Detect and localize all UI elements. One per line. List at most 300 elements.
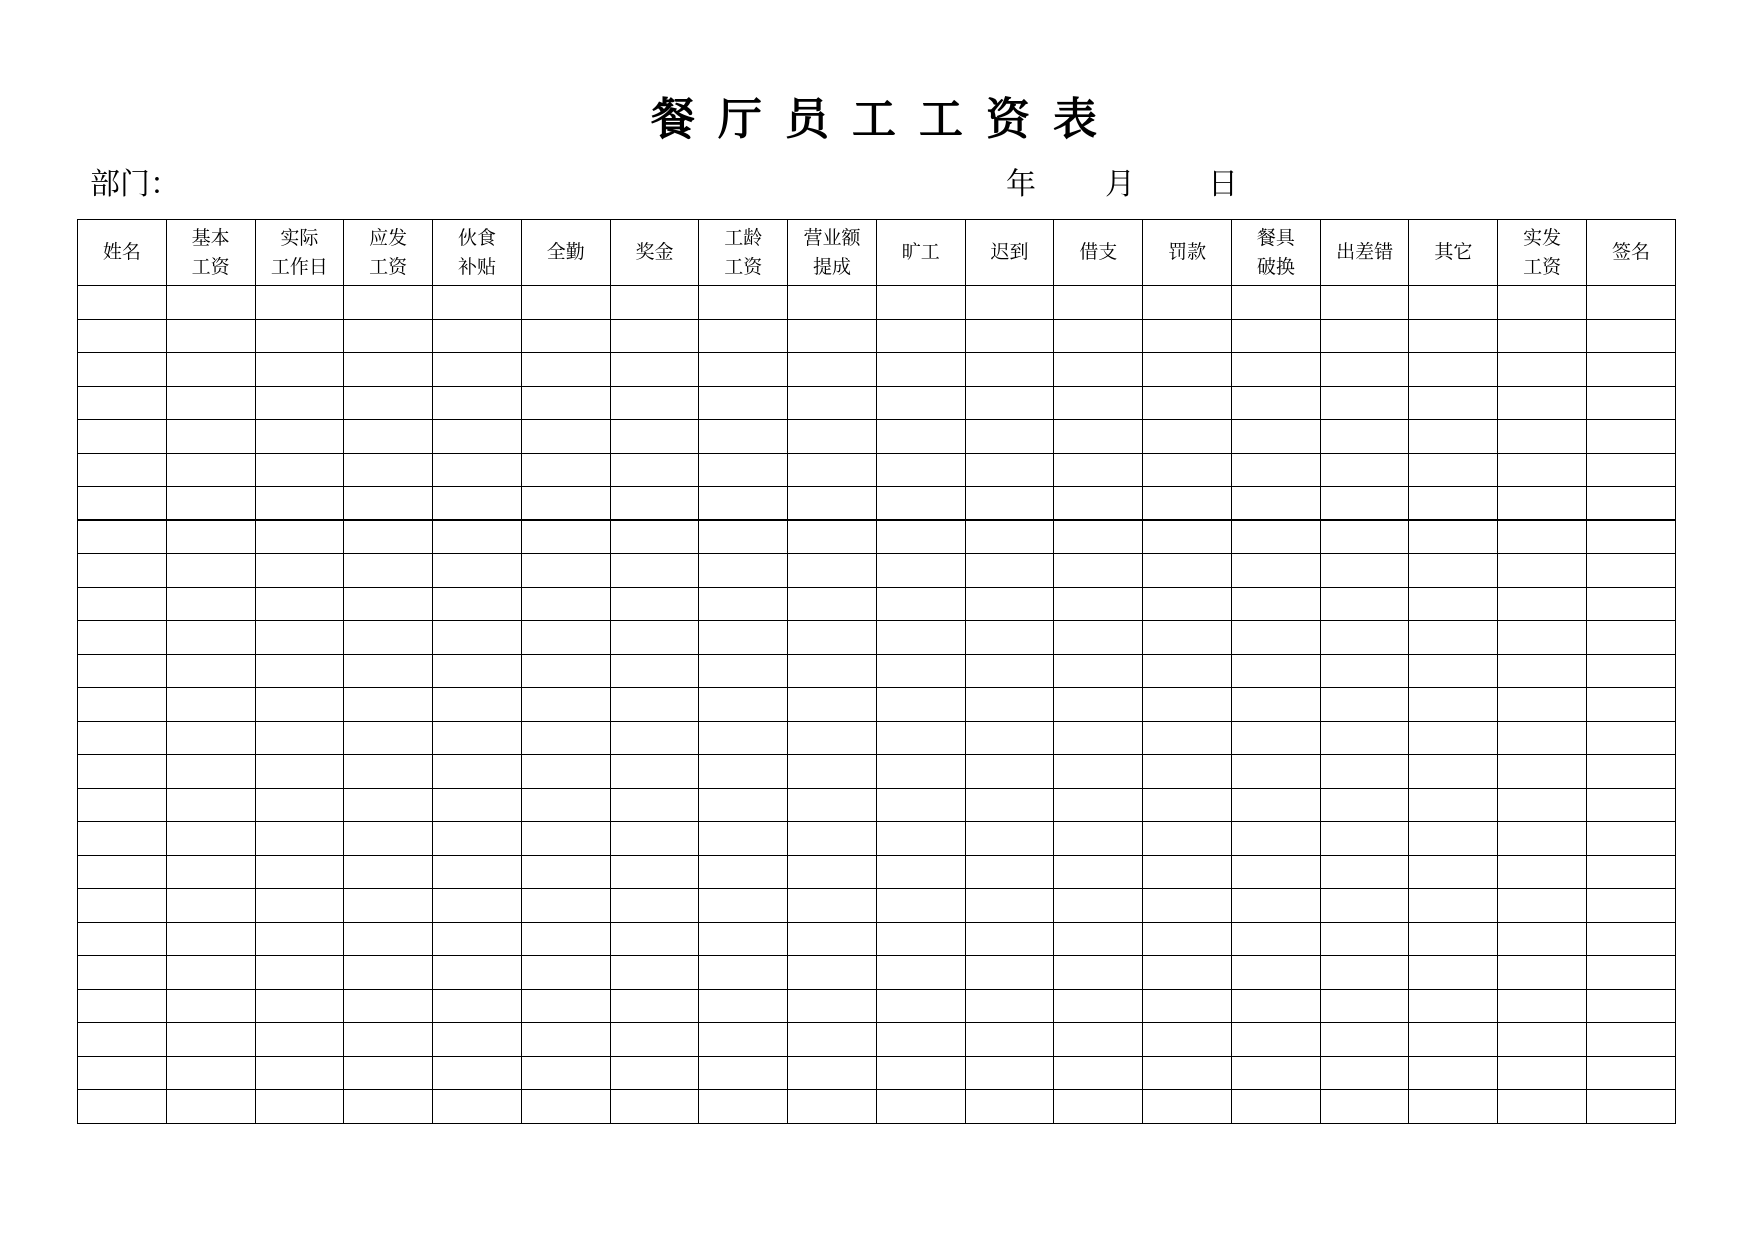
table-cell [344, 319, 433, 353]
table-cell [876, 319, 965, 353]
table-cell [1143, 520, 1232, 554]
table-cell [1409, 654, 1498, 688]
table-cell [699, 520, 788, 554]
table-row [78, 654, 1676, 688]
table-cell [1320, 989, 1409, 1023]
table-cell [1320, 621, 1409, 655]
column-header-16 [1409, 220, 1498, 286]
table-cell [1409, 922, 1498, 956]
table-cell [1143, 822, 1232, 856]
column-header-4 [344, 220, 433, 286]
table-cell [1587, 1023, 1676, 1057]
table-cell [610, 989, 699, 1023]
table-cell [166, 453, 255, 487]
table-cell [1143, 788, 1232, 822]
table-cell [344, 353, 433, 387]
table-cell [1054, 621, 1143, 655]
column-header-7 [610, 220, 699, 286]
page-title: 餐 厅 员 工 工 资 表 [651, 95, 1103, 144]
table-cell [965, 453, 1054, 487]
table-cell [788, 520, 877, 554]
column-header-line: 奖金 [635, 242, 674, 263]
table-cell [344, 487, 433, 521]
table-cell [1587, 554, 1676, 588]
table-cell [965, 855, 1054, 889]
table-cell [1143, 889, 1232, 923]
table-cell [344, 956, 433, 990]
table-cell [166, 353, 255, 387]
table-cell [1231, 855, 1320, 889]
table-cell [433, 1023, 522, 1057]
table-cell [255, 554, 344, 588]
table-row [78, 755, 1676, 789]
table-cell [1587, 688, 1676, 722]
table-cell [610, 420, 699, 454]
table-cell [965, 1090, 1054, 1124]
table-cell [255, 1090, 344, 1124]
table-cell [433, 487, 522, 521]
salary-table [77, 219, 1676, 1124]
table-cell [521, 587, 610, 621]
column-header-line: 其它 [1434, 242, 1473, 263]
table-cell [1054, 654, 1143, 688]
table-cell [965, 822, 1054, 856]
table-cell [1498, 822, 1587, 856]
table-cell [610, 956, 699, 990]
table-cell [788, 621, 877, 655]
table-cell [1231, 420, 1320, 454]
table-row [78, 286, 1676, 320]
table-cell [1143, 587, 1232, 621]
table-cell [1231, 487, 1320, 521]
column-header-line: 提成 [813, 256, 852, 278]
table-cell [788, 487, 877, 521]
table-cell [965, 989, 1054, 1023]
table-cell [1409, 420, 1498, 454]
table-header [78, 220, 1676, 286]
table-cell [788, 855, 877, 889]
table-cell [1054, 286, 1143, 320]
table-cell [166, 1090, 255, 1124]
table-row [78, 386, 1676, 420]
table-row [78, 420, 1676, 454]
table-cell [433, 755, 522, 789]
table-cell [610, 286, 699, 320]
column-header-3 [255, 220, 344, 286]
table-cell [1587, 286, 1676, 320]
table-cell [78, 688, 167, 722]
table-cell [876, 487, 965, 521]
table-cell [699, 587, 788, 621]
table-cell [788, 654, 877, 688]
table-cell [166, 688, 255, 722]
table-cell [610, 822, 699, 856]
table-cell [699, 386, 788, 420]
table-cell [1054, 1056, 1143, 1090]
table-cell [1054, 855, 1143, 889]
table-cell [166, 286, 255, 320]
table-cell [433, 822, 522, 856]
table-cell [610, 319, 699, 353]
table-cell [1231, 386, 1320, 420]
table-cell [521, 956, 610, 990]
table-cell [699, 487, 788, 521]
table-cell [255, 453, 344, 487]
table-cell [1498, 319, 1587, 353]
table-cell [255, 587, 344, 621]
table-cell [610, 721, 699, 755]
column-header-line: 营业额 [803, 227, 861, 249]
table-cell [1498, 420, 1587, 454]
table-cell [1320, 922, 1409, 956]
table-cell [1320, 520, 1409, 554]
table-cell [78, 1056, 167, 1090]
table-cell [699, 989, 788, 1023]
table-cell [1143, 1023, 1232, 1057]
table-cell [876, 788, 965, 822]
table-cell [521, 1090, 610, 1124]
table-cell [876, 956, 965, 990]
table-cell [1409, 1090, 1498, 1124]
table-row [78, 721, 1676, 755]
table-cell [876, 1056, 965, 1090]
table-cell [255, 520, 344, 554]
table-cell [1231, 721, 1320, 755]
table-cell [610, 587, 699, 621]
table-cell [255, 286, 344, 320]
table-cell [78, 319, 167, 353]
table-cell [610, 621, 699, 655]
table-cell [788, 721, 877, 755]
header-row [78, 220, 1676, 286]
table-cell [610, 386, 699, 420]
table-cell [610, 453, 699, 487]
column-header-line: 工资 [369, 256, 408, 278]
table-cell [1143, 1090, 1232, 1124]
column-header-6 [521, 220, 610, 286]
table-cell [433, 353, 522, 387]
table-row [78, 353, 1676, 387]
table-cell [344, 520, 433, 554]
table-cell [1498, 922, 1587, 956]
table-cell [876, 453, 965, 487]
table-cell [1498, 688, 1587, 722]
table-row [78, 788, 1676, 822]
table-cell [433, 453, 522, 487]
table-cell [876, 621, 965, 655]
table-cell [1409, 319, 1498, 353]
table-cell [433, 420, 522, 454]
table-cell [788, 922, 877, 956]
table-cell [610, 922, 699, 956]
table-cell [78, 621, 167, 655]
table-cell [1231, 688, 1320, 722]
table-cell [344, 755, 433, 789]
table-cell [1498, 520, 1587, 554]
table-cell [788, 1056, 877, 1090]
day-label: 日 [1208, 168, 1238, 201]
table-cell [1231, 1023, 1320, 1057]
table-cell [78, 956, 167, 990]
table-cell [1409, 353, 1498, 387]
table-cell [1143, 554, 1232, 588]
table-cell [344, 1090, 433, 1124]
table-cell [78, 453, 167, 487]
column-header-13 [1143, 220, 1232, 286]
table-cell [1409, 721, 1498, 755]
table-cell [166, 587, 255, 621]
table-cell [1498, 788, 1587, 822]
table-row [78, 989, 1676, 1023]
table-cell [166, 1023, 255, 1057]
table-cell [1409, 855, 1498, 889]
table-row [78, 1056, 1676, 1090]
table-cell [876, 1023, 965, 1057]
table-cell [1587, 654, 1676, 688]
table-cell [699, 889, 788, 923]
table-cell [433, 688, 522, 722]
table-cell [1587, 386, 1676, 420]
table-cell [1498, 1090, 1587, 1124]
table-cell [699, 654, 788, 688]
column-header-line: 补贴 [457, 256, 496, 278]
table-cell [255, 721, 344, 755]
table-cell [521, 822, 610, 856]
table-cell [1409, 822, 1498, 856]
table-row [78, 319, 1676, 353]
table-cell [876, 386, 965, 420]
table-cell [1409, 587, 1498, 621]
table-cell [433, 1056, 522, 1090]
table-cell [699, 286, 788, 320]
table-cell [1054, 1090, 1143, 1124]
table-cell [1143, 1056, 1232, 1090]
column-header-2 [166, 220, 255, 286]
table-cell [1587, 922, 1676, 956]
table-cell [344, 386, 433, 420]
column-header-line: 出差错 [1336, 242, 1394, 263]
table-cell [876, 420, 965, 454]
table-cell [1231, 353, 1320, 387]
table-cell [255, 855, 344, 889]
table-cell [1054, 587, 1143, 621]
column-header-9 [788, 220, 877, 286]
table-cell [1054, 386, 1143, 420]
table-cell [788, 788, 877, 822]
table-cell [255, 755, 344, 789]
table-cell [1054, 1023, 1143, 1057]
table-cell [965, 1056, 1054, 1090]
table-cell [1231, 554, 1320, 588]
table-cell [166, 922, 255, 956]
table-cell [1320, 654, 1409, 688]
table-cell [521, 922, 610, 956]
table-row [78, 487, 1676, 521]
table-cell [610, 353, 699, 387]
table-cell [166, 487, 255, 521]
table-cell [876, 353, 965, 387]
table-row [78, 621, 1676, 655]
column-header-line: 工作日 [270, 256, 328, 278]
table-cell [1231, 889, 1320, 923]
table-cell [1587, 621, 1676, 655]
table-cell [1320, 788, 1409, 822]
table-cell [433, 654, 522, 688]
table-cell [344, 1023, 433, 1057]
table-cell [699, 855, 788, 889]
table-cell [78, 353, 167, 387]
table-cell [521, 989, 610, 1023]
table-cell [1409, 755, 1498, 789]
table-cell [610, 788, 699, 822]
table-cell [255, 1056, 344, 1090]
table-cell [1143, 621, 1232, 655]
table-cell [521, 453, 610, 487]
table-cell [699, 956, 788, 990]
table-cell [1231, 822, 1320, 856]
table-cell [699, 353, 788, 387]
table-cell [965, 654, 1054, 688]
table-cell [1409, 1023, 1498, 1057]
table-body [78, 286, 1676, 1124]
table-cell [1587, 855, 1676, 889]
table-cell [965, 1023, 1054, 1057]
table-cell [344, 587, 433, 621]
table-cell [1409, 621, 1498, 655]
table-cell [1320, 688, 1409, 722]
table-cell [965, 420, 1054, 454]
table-cell [433, 554, 522, 588]
column-header-10 [876, 220, 965, 286]
table-cell [1587, 956, 1676, 990]
table-cell [1409, 889, 1498, 923]
table-cell [965, 554, 1054, 588]
table-cell [433, 587, 522, 621]
table-cell [521, 654, 610, 688]
table-cell [1143, 855, 1232, 889]
table-cell [1143, 420, 1232, 454]
table-cell [166, 889, 255, 923]
column-header-line: 餐具 [1256, 227, 1295, 249]
column-header-line: 姓名 [102, 242, 141, 263]
table-cell [610, 755, 699, 789]
table-cell [521, 788, 610, 822]
table-row [78, 956, 1676, 990]
table-cell [255, 822, 344, 856]
column-header-12 [1054, 220, 1143, 286]
table-cell [1587, 520, 1676, 554]
table-cell [1320, 1090, 1409, 1124]
table-cell [876, 1090, 965, 1124]
table-cell [1498, 755, 1587, 789]
table-cell [255, 956, 344, 990]
table-cell [1231, 755, 1320, 789]
table-cell [788, 453, 877, 487]
table-cell [344, 621, 433, 655]
table-cell [78, 1023, 167, 1057]
table-cell [78, 554, 167, 588]
table-cell [1231, 1090, 1320, 1124]
table-cell [1320, 956, 1409, 990]
table-cell [699, 721, 788, 755]
table-cell [166, 755, 255, 789]
table-cell [788, 822, 877, 856]
table-cell [344, 822, 433, 856]
column-header-5 [433, 220, 522, 286]
table-cell [433, 922, 522, 956]
table-cell [78, 721, 167, 755]
table-cell [521, 286, 610, 320]
table-cell [610, 554, 699, 588]
table-cell [166, 989, 255, 1023]
table-cell [1231, 520, 1320, 554]
table-cell [699, 1023, 788, 1057]
table-cell [433, 788, 522, 822]
table-cell [1143, 487, 1232, 521]
table-cell [78, 1090, 167, 1124]
table-cell [1320, 1023, 1409, 1057]
table-cell [1143, 956, 1232, 990]
column-header-line: 实发 [1523, 227, 1562, 249]
table-cell [788, 286, 877, 320]
table-cell [699, 1090, 788, 1124]
table-cell [1320, 587, 1409, 621]
table-cell [78, 755, 167, 789]
table-cell [344, 989, 433, 1023]
table-cell [521, 1023, 610, 1057]
table-cell [1054, 688, 1143, 722]
table-cell [1054, 319, 1143, 353]
table-cell [610, 1090, 699, 1124]
table-cell [166, 420, 255, 454]
table-row [78, 855, 1676, 889]
table-cell [788, 386, 877, 420]
table-cell [1143, 654, 1232, 688]
table-cell [965, 755, 1054, 789]
table-cell [521, 688, 610, 722]
column-header-line: 应发 [369, 227, 408, 249]
table-cell [1320, 889, 1409, 923]
table-cell [344, 554, 433, 588]
table-cell [788, 755, 877, 789]
table-cell [788, 1023, 877, 1057]
table-cell [1409, 1056, 1498, 1090]
month-label: 月 [1105, 168, 1135, 201]
table-cell [521, 621, 610, 655]
table-cell [1409, 989, 1498, 1023]
table-cell [1498, 1056, 1587, 1090]
table-cell [788, 889, 877, 923]
table-cell [166, 788, 255, 822]
table-cell [1409, 520, 1498, 554]
table-cell [699, 621, 788, 655]
table-cell [1320, 755, 1409, 789]
table-cell [1320, 822, 1409, 856]
table-cell [1587, 721, 1676, 755]
table-cell [78, 788, 167, 822]
table-cell [1587, 319, 1676, 353]
table-cell [1320, 554, 1409, 588]
table-cell [699, 453, 788, 487]
table-row [78, 587, 1676, 621]
table-cell [344, 1056, 433, 1090]
table-cell [1498, 353, 1587, 387]
table-cell [1498, 554, 1587, 588]
table-cell [610, 688, 699, 722]
table-cell [1587, 989, 1676, 1023]
table-cell [255, 353, 344, 387]
table-cell [965, 319, 1054, 353]
